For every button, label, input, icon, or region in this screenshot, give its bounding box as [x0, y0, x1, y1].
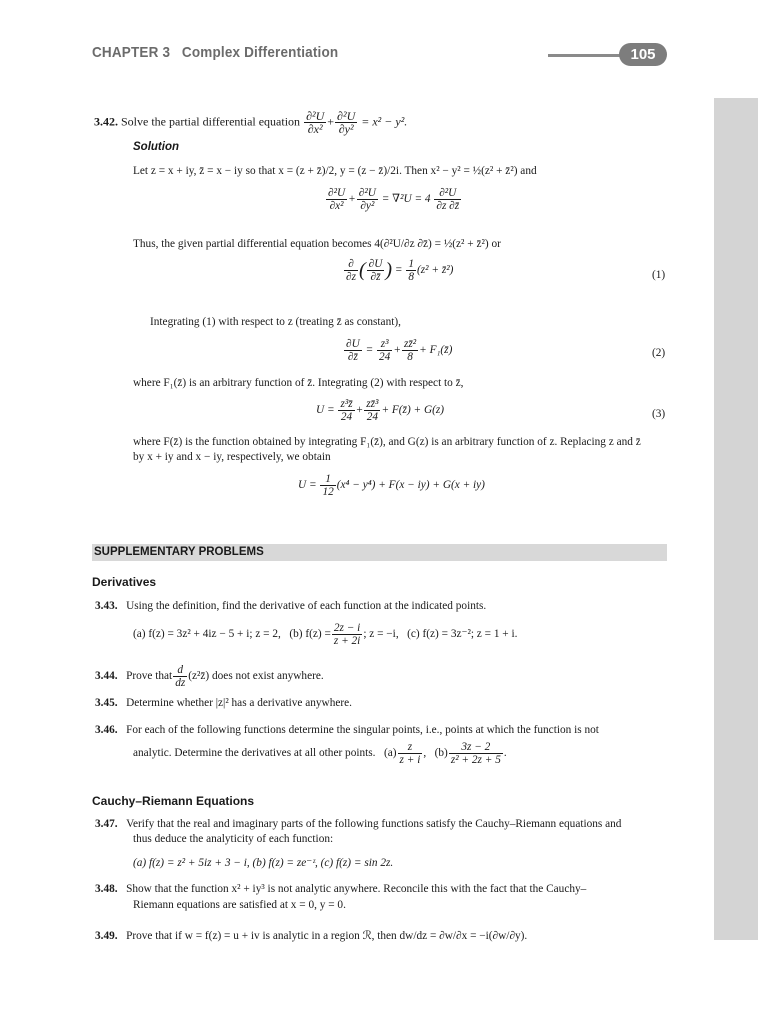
problem-3-47-parts: (a) f(z) = z² + 5iz + 3 − i, (b) f(z) = ze⁻ᶻ, (c) f(z) = sin 2z. [133, 857, 394, 869]
running-header [92, 44, 338, 61]
chapter-title: Complex Differentiation [181, 44, 339, 61]
fraction: $\frac{\text{∂²U}}{\text{∂x²}}$ [306, 109, 325, 136]
problem-3-49: 3.49. Prove that if w = f(z) = u + iv is analytic in a region ℛ, then dw/dz = ∂w/∂x = −i(∂w/∂y). [95, 930, 528, 942]
equation-rhs: = x² − y². [361, 114, 408, 129]
equation-number-3: (3) [652, 408, 666, 420]
problem-3-42: 3.42. Solve the partial differential equation $\frac{\text{∂²U}}{\text{∂x²}}$ + $\frac{\text{∂²U}}{\text{∂y²}}$ = x² − y². [94, 109, 408, 136]
solution-line-3: Integrating (1) with respect to z (treating z̄ as constant), [150, 316, 401, 328]
equation-4: U = $\frac{1}{12}$ (x⁴ − y⁴) + F(x − iy) + G(x + iy) [298, 473, 485, 498]
fraction: $\frac{\text{∂²U}}{\text{∂y²}}$ [337, 109, 356, 136]
solution-line-1: Let z = x + iy, z̄ = x − iy so that x = (z + z̄)/2, y = (z − z̄)/2i. Then x² − y² = ½(z² + z̄²) and [133, 165, 537, 177]
equation-1: $\frac{\partial}{\partial z}$ ( $\frac{\partial U}{\partial z̄}$ ) = $\frac{1}{8}$ (z² + z̄²) [346, 258, 454, 283]
problem-3-46-cont: analytic. Determine the derivatives at all other points. (a) $\frac{z}{z + i}$ , (b) $\frac{3z - 2}{\text{z² + 2z + 5}}$ . [133, 741, 507, 766]
solution-line-2: Thus, the given partial differential equation becomes 4(∂²U/∂z ∂z̄) = ½(z² + z̄²) or [133, 238, 501, 250]
equation-number-2: (2) [652, 347, 666, 359]
problem-3-45: 3.45. Determine whether |z|² has a derivative anywhere. [95, 697, 352, 709]
header-rule [548, 54, 628, 57]
solution-line-4: where F₁(z̄) is an arbitrary function of z̄. Integrating (2) with respect to z̄, [133, 377, 464, 389]
problem-number: 3.42. [94, 114, 118, 129]
solution-line-6: by x + iy and x − iy, respectively, we obtain [133, 451, 331, 463]
problem-3-46: 3.46. For each of the following functions determine the singular points, i.e., points at which the function is not [95, 724, 599, 736]
problem-3-48: 3.48. Show that the function x² + iy³ is not analytic anywhere. Reconcile this with the fact that the Cauchy– [95, 883, 587, 895]
equation-2: $\frac{\partial U}{\partial z̄}$ = $\frac{\text{z³}}{24}$ + $\frac{\text{zz̄²}}{8}$ + F₁(z̄) [346, 338, 453, 363]
problem-3-43: 3.43. Using the definition, find the derivative of each function at the indicated points. [95, 600, 487, 612]
problem-3-48-cont: Riemann equations are satisfied at x = 0, y = 0. [133, 899, 346, 911]
subsection-cauchy-riemann: Cauchy–Riemann Equations [92, 794, 255, 808]
solution-line-5: where F(z̄) is the function obtained by integrating F₁(z̄), and G(z) is an arbitrary function of z. Replacing z and z̄ [133, 436, 641, 448]
page-number: 105 [619, 43, 667, 66]
section-title: SUPPLEMENTARY PROBLEMS [94, 546, 264, 558]
margin-tab [714, 98, 758, 940]
problem-3-44: 3.44. Prove that $\frac{d}{dz}$ (z²z̄) does not exist anywhere. [95, 664, 324, 689]
problem-3-43-parts: (a) f(z) = 3z² + 4iz − 5 + i; z = 2, (b) f(z) = $\frac{2z - i}{z + 2i}$ ; z = −i, (c) f(z) = 3z⁻²; z = 1 + i. [133, 622, 518, 647]
solution-label: Solution [133, 141, 179, 153]
problem-3-47: 3.47. Verify that the real and imaginary parts of the following functions satisfy the Cauchy–Riemann equations and [95, 818, 622, 830]
problem-3-47-cont: thus deduce the analyticity of each function: [133, 833, 334, 845]
chapter-label: CHAPTER 3 [92, 44, 171, 61]
subsection-derivatives: Derivatives [92, 575, 157, 589]
equation-3: U = $\frac{\text{z³z̄}}{24}$ + $\frac{\text{zz̄³}}{24}$ + F(z̄) + G(z) [316, 398, 445, 423]
equation-number-1: (1) [652, 269, 666, 281]
problem-text: Solve the partial differential equation [121, 114, 301, 129]
laplace-equation: $\frac{\text{∂²U}}{\text{∂x²}}$ + $\frac{\text{∂²U}}{\text{∂y²}}$ = ∇²U = 4 $\frac{\text{∂²U}}{\partial z \partial z̄}$ [328, 187, 460, 212]
